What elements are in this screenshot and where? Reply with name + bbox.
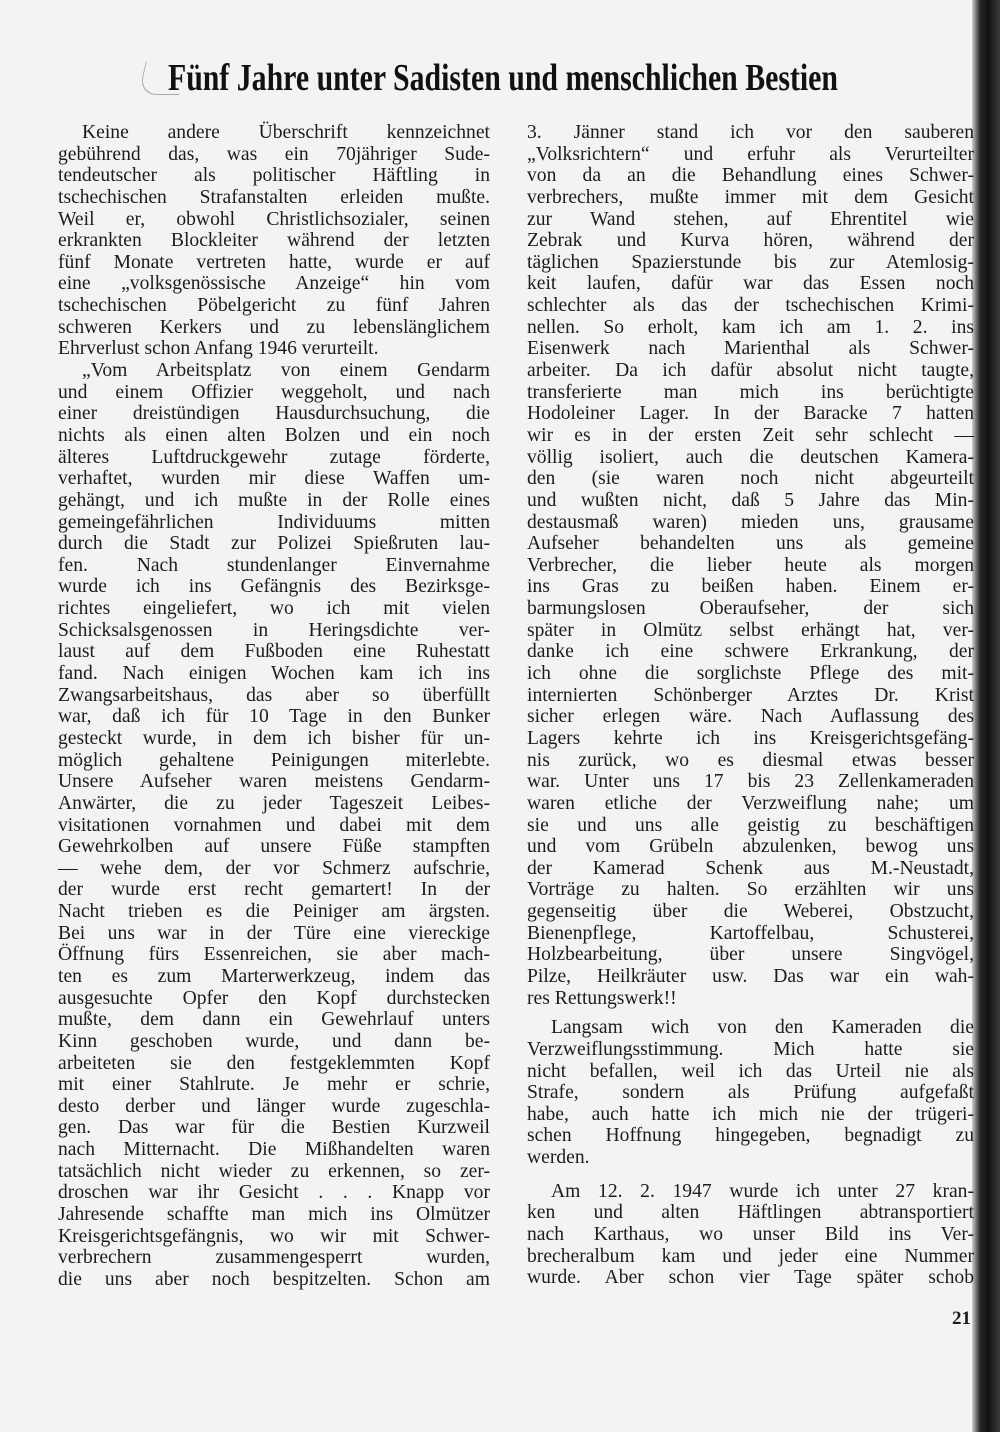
text-line: Am 12. 2. 1947 wurde ich unter 27 kran- xyxy=(551,1180,974,1202)
text-line: Aufseher behandelten uns als gemeine xyxy=(527,533,974,555)
text-line: richtes eingeliefert, wo ich mit vielen xyxy=(58,598,490,620)
text-line: schlechter als das der tschechischen Krimi- xyxy=(527,295,974,317)
text-line: barmungslosen Oberaufseher, der sich xyxy=(527,598,974,620)
text-line: und einem Offizier weggeholt, und nach xyxy=(58,381,490,403)
text-line: war, daß ich für 10 Tage in den Bunker xyxy=(58,706,490,728)
text-line: visitationen vornahmen und dabei mit dem xyxy=(58,814,490,836)
text-line: und vom Grübeln abzulenken, bewog uns xyxy=(527,836,974,858)
text-line: habe, auch hatte ich mich nie der trügeri- xyxy=(527,1103,974,1125)
text-line: sie und uns alle geistig zu beschäftigen xyxy=(527,814,974,836)
page-number: 21 xyxy=(952,1308,971,1329)
text-line: destausmaß waren) mieden uns, grausame xyxy=(527,511,974,533)
text-line: Vorträge zu halten. So erzählten wir uns xyxy=(527,879,974,901)
text-line: die uns aber noch bespitzelten. Schon am xyxy=(58,1268,490,1290)
paragraph xyxy=(58,122,490,360)
text-line: der wurde erst recht gemartert! In der xyxy=(58,879,490,901)
text-line: „Vom Arbeitsplatz von einem Gendarm xyxy=(82,360,490,382)
text-line: waren etliche der Verzweiflung nahe; um xyxy=(527,792,974,814)
text-line: ken und alten Häftlingen abtransportiert xyxy=(527,1202,974,1224)
text-line: Zebrak und Kurva hören, während der xyxy=(527,230,974,252)
text-line: Zwangsarbeitshaus, das aber so überfüllt xyxy=(58,684,490,706)
text-line: Unsere Aufseher waren meistens Gendarm- xyxy=(58,771,490,793)
text-line: droschen war ihr Gesicht . . . Knapp vor xyxy=(58,1182,490,1204)
text-line: nis zurück, wo es diesmal etwas besser xyxy=(527,749,974,771)
text-line: Schicksalsgenossen in Heringsdichte ver- xyxy=(58,619,490,641)
text-line: arbeiteten sie den festgeklemmten Kopf xyxy=(58,1052,490,1074)
text-line: völlig isoliert, auch die deutschen Kamera- xyxy=(527,446,974,468)
text-line: Bei uns war in der Türe eine viereckige xyxy=(58,922,490,944)
text-line: nichts als einen alten Bolzen und ein noch xyxy=(58,424,490,446)
text-line: desto derber und länger wurde zugeschla- xyxy=(58,1095,490,1117)
text-line: fen. Nach stundenlanger Einvernahme xyxy=(58,554,490,576)
text-line: Strafe, sondern als Prüfung aufgefaßt xyxy=(527,1082,974,1104)
text-line: später in Olmütz selbst erhängt hat, ver- xyxy=(527,619,974,641)
text-line: wir es in der ersten Zeit sehr schlecht — xyxy=(527,424,974,446)
text-line: nach Karthaus, wo unser Bild ins Ver- xyxy=(527,1224,974,1246)
text-line: Holzbearbeitung, über unsere Singvögel, xyxy=(527,944,974,966)
right-column xyxy=(527,122,974,1289)
paragraph xyxy=(58,360,490,1291)
text-line: mußte, dem dann ein Gewehrlauf unters xyxy=(58,1009,490,1031)
text-line: tschechischen Strafanstalten erleiden mußte. xyxy=(58,186,490,208)
text-line: laust auf dem Fußboden eine Ruhestatt xyxy=(58,641,490,663)
text-line: tschechischen Pöbelgericht zu fünf Jahren xyxy=(58,295,490,317)
text-line: Hodoleiner Lager. In der Baracke 7 hatten xyxy=(527,403,974,425)
text-line: einer dreistündigen Hausdurchsuchung, die xyxy=(58,403,490,425)
text-line: Verbrecher, die lieber heute als morgen xyxy=(527,554,974,576)
text-line: 3. Jänner stand ich vor den sauberen xyxy=(527,122,974,143)
text-line: ausgesuchte Opfer den Kopf durchstecken xyxy=(58,987,490,1009)
article-title: Fünf Jahre unter Sadisten und menschlichen Bestien xyxy=(168,57,838,99)
text-line: schweren Kerkers und zu lebenslänglichem xyxy=(58,316,490,338)
text-line: keit laufen, dafür war das Essen noch xyxy=(527,273,974,295)
text-line: ich ohne die sorglichste Pflege des mit- xyxy=(527,663,974,685)
paragraph xyxy=(527,1017,974,1168)
text-line: Kreisgerichtsgefängnis, wo wir mit Schwer- xyxy=(58,1225,490,1247)
text-line: „Volksrichtern“ und erfuhr als Verurteilter xyxy=(527,143,974,165)
text-line: war. Unter uns 17 bis 23 Zellenkameraden xyxy=(527,771,974,793)
text-line: nach Mitternacht. Die Mißhandelten waren xyxy=(58,1139,490,1161)
text-line: fünf Monate vertreten hatte, wurde er auf xyxy=(58,251,490,273)
text-line: täglichen Spazierstunde bis zur Atemlosig- xyxy=(527,251,974,273)
text-line: Anwärter, die zu jeder Tageszeit Leibes- xyxy=(58,792,490,814)
text-line: sicher erlegen wäre. Nach Auflassung des xyxy=(527,706,974,728)
text-line: Nacht trieben es die Peiniger am ärgsten. xyxy=(58,901,490,923)
text-line: schen Hoffnung hingegeben, begnadigt zu xyxy=(527,1125,974,1147)
text-line: der Kamerad Schenk aus M.-Neustadt, xyxy=(527,857,974,879)
text-line: verbrechers, mußte immer mit dem Gesicht xyxy=(527,186,974,208)
text-line: Kinn geschoben wurde, und dann be- xyxy=(58,1030,490,1052)
text-line: Bienenpflege, Kartoffelbau, Schusterei, xyxy=(527,922,974,944)
text-line: gebührend das, was ein 70jähriger Sude- xyxy=(58,143,490,165)
text-line: internierten Schönberger Arztes Dr. Krist xyxy=(527,684,974,706)
text-line: danke ich eine schwere Erkrankung, der xyxy=(527,641,974,663)
text-line: Gewehrkolben auf unsere Füße stampften xyxy=(58,836,490,858)
text-line: Keine andere Überschrift kennzeichnet xyxy=(82,122,490,143)
text-line: eine „volksgenössische Anzeige“ hin vom xyxy=(58,273,490,295)
text-line: Weil er, obwohl Christlichsozialer, seinen xyxy=(58,208,490,230)
text-line: — wehe dem, der vor Schmerz aufschrie, xyxy=(58,857,490,879)
text-line: wurde. Aber schon vier Tage später schob xyxy=(527,1267,974,1289)
text-line: nellen. So erholt, kam ich am 1. 2. ins xyxy=(527,316,974,338)
text-line: nicht befallen, weil ich das Urteil nie als xyxy=(527,1060,974,1082)
text-line: gen. Das war für die Bestien Kurzweil xyxy=(58,1117,490,1139)
text-line: möglich gehaltene Peinigungen miterlebte. xyxy=(58,749,490,771)
text-line: gehängt, und ich mußte in der Rolle eines xyxy=(58,489,490,511)
text-line: verbrechern zusammengesperrt wurden, xyxy=(58,1247,490,1269)
text-line: ins Gras zu beißen haben. Einem er- xyxy=(527,576,974,598)
text-line: erkrankten Blockleiter während der letzten xyxy=(58,230,490,252)
text-line: res Rettungswerk!! xyxy=(527,987,677,1009)
text-line: Ehrverlust schon Anfang 1946 verurteilt. xyxy=(58,338,379,360)
text-line: von da an die Behandlung eines Schwer- xyxy=(527,165,974,187)
text-line: transferierte man mich ins berüchtigte xyxy=(527,381,974,403)
text-line: Verzweiflungsstimmung. Mich hatte sie xyxy=(527,1038,974,1060)
text-line: wurde ich ins Gefängnis des Bezirksge- xyxy=(58,576,490,598)
text-line: zur Wand stehen, auf Ehrentitel wie xyxy=(527,208,974,230)
text-line: Pilze, Heilkräuter usw. Das war ein wah- xyxy=(527,965,974,987)
paragraph xyxy=(527,1181,974,1289)
book-binding-shadow xyxy=(972,0,1000,1432)
text-line: älteres Luftdruckgewehr zutage förderte, xyxy=(58,446,490,468)
text-line: gesteckt wurde, in dem ich bisher für un- xyxy=(58,727,490,749)
text-line: tatsächlich nicht wieder zu erkennen, so zer- xyxy=(58,1160,490,1182)
text-line: den (sie waren noch nicht abgeurteilt xyxy=(527,468,974,490)
text-line: Öffnung fürs Essenreichen, sie aber mach- xyxy=(58,944,490,966)
text-line: fand. Nach einigen Wochen kam ich ins xyxy=(58,663,490,685)
text-line: Lagers kehrte ich ins Kreisgerichtsgefäng- xyxy=(527,727,974,749)
text-line: mit einer Stahlrute. Je mehr er schrie, xyxy=(58,1074,490,1096)
text-line: und wußten nicht, daß 5 Jahre das Min- xyxy=(527,489,974,511)
text-line: ten es zum Marterwerkzeug, indem das xyxy=(58,965,490,987)
text-line: arbeiter. Da ich dafür absolut nicht taugte, xyxy=(527,360,974,382)
text-line: werden. xyxy=(527,1147,590,1169)
text-line: Eisenwerk nach Marienthal als Schwer- xyxy=(527,338,974,360)
text-line: Langsam wich von den Kameraden die xyxy=(551,1017,974,1039)
text-line: tendeutscher als politischer Häftling in xyxy=(58,165,490,187)
text-line: durch die Stadt zur Polizei Spießruten lau- xyxy=(58,533,490,555)
left-column xyxy=(58,122,490,1291)
paragraph xyxy=(527,122,974,1009)
text-line: Jahresende schaffte man mich ins Olmützer xyxy=(58,1204,490,1226)
text-line: brecheralbum kam und jeder eine Nummer xyxy=(527,1245,974,1267)
text-line: gemeingefährlichen Individuums mitten xyxy=(58,511,490,533)
text-line: gegenseitig über die Weberei, Obstzucht, xyxy=(527,901,974,923)
text-line: verhaftet, wurden mir diese Waffen um- xyxy=(58,468,490,490)
